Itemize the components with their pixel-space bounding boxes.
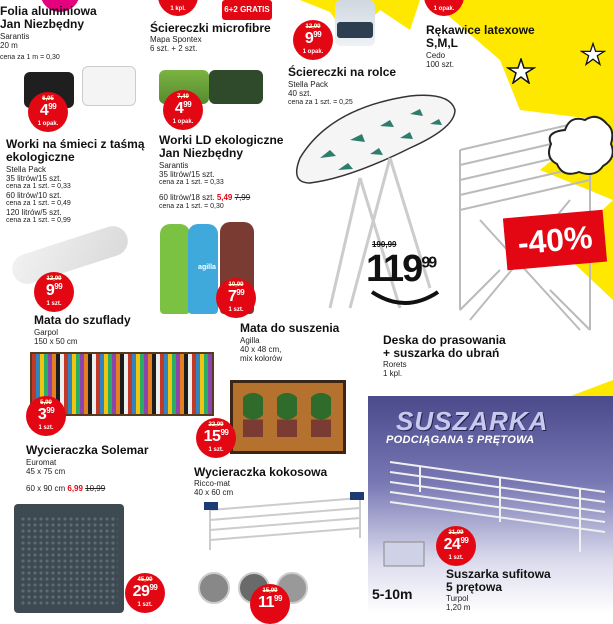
product-brand: Sarantis: [0, 32, 30, 41]
price-unit: 1 opak.: [433, 6, 455, 12]
product-image-white-bag: [82, 66, 136, 106]
old-price: 15,99: [262, 588, 278, 594]
star-icon: [580, 42, 606, 66]
product-image-laundry-basket: [14, 504, 124, 613]
product-qty: 40 szt.: [288, 89, 312, 98]
product-worki-ld: [155, 64, 285, 214]
variant: 35 litrów/15 szt.: [6, 174, 62, 183]
product-brand: Ricco-mat: [194, 479, 231, 488]
product-brand: Sarantis: [159, 161, 189, 170]
product-image-ceiling-rack: [380, 452, 613, 572]
product-title: Folia aluminiowa: [0, 4, 97, 18]
old-price: 12,99: [46, 276, 62, 282]
product-brand: Mapa Spontex: [150, 35, 202, 44]
old-price: 190,99: [372, 240, 397, 249]
product-qty: 1 kpl.: [383, 369, 403, 378]
unit-price: cena za 1 szt. = 0,99: [6, 217, 71, 224]
price-unit: 1 kpl.: [170, 6, 186, 12]
price-unit: 1 szt.: [38, 425, 54, 431]
old-price: 45,99: [137, 577, 153, 583]
product-title: Ściereczki microfibre: [150, 21, 271, 35]
promo-text: 6+2 GRATIS: [224, 5, 270, 14]
product-brand: Agilla: [240, 336, 260, 345]
price-badge: [436, 526, 476, 566]
product-size: 40 x 60 cm: [194, 488, 234, 497]
price-badge: [293, 20, 333, 60]
product-qty: 6 szt. + 2 szt.: [150, 44, 198, 53]
price-badge: [424, 0, 464, 16]
product-worki-smieci: [0, 64, 160, 234]
price-unit: 1 szt.: [46, 301, 62, 307]
product-suszarka-sufit: [446, 568, 566, 612]
variant: 35 litrów/15 szt.: [159, 170, 215, 179]
product-title: + suszarka do ubrań: [383, 346, 500, 360]
product-brand: Stella Pack: [288, 80, 329, 89]
price-unit: 1 szt.: [208, 447, 224, 453]
product-qty: 100 szt.: [426, 60, 455, 69]
product-deska: [383, 334, 533, 378]
price-unit: 1 szt.: [228, 307, 244, 313]
discount-badge: [503, 210, 607, 271]
product-image-radiator-rack: [200, 490, 365, 560]
banner-subtitle: PODCIĄGANA 5 PRĘTOWA: [386, 434, 535, 446]
old-price: 12,99: [305, 24, 321, 30]
price-badge: [34, 272, 74, 312]
pack-label: agilla: [198, 264, 216, 271]
old-price: 7,49: [177, 94, 189, 100]
product-title: 5 prętowa: [446, 580, 503, 594]
new-price: $4^{99}$: [174, 100, 192, 117]
banner-title: SUSZARKA: [396, 406, 549, 436]
price-unit: 1 szt.: [137, 602, 153, 608]
product-wycieraczka-solemar: [0, 372, 160, 502]
new-price: $11^{99}$: [258, 594, 282, 611]
new-price: $15^{99}$: [203, 428, 229, 445]
product-title: Worki na śmieci z taśmą: [6, 137, 145, 151]
new-price: $29^{99}$: [132, 583, 158, 600]
old-price: 31,99: [448, 530, 464, 536]
unit-price: cena za 1 szt. = 0,25: [288, 99, 353, 106]
variant: 60 x 90 cm 6,99 10,99: [26, 484, 106, 493]
product-brand: Stella Pack: [6, 165, 47, 174]
price-badge: [196, 418, 236, 458]
product-mata-szuflady: [0, 232, 150, 352]
product-brand: Cedo: [426, 51, 446, 60]
unit-price: cena za 1 m = 0,30: [0, 54, 60, 61]
product-brand: Euromat: [26, 458, 57, 467]
variant-old-price: 7,99: [234, 193, 251, 202]
product-colors: mix kolorów: [240, 354, 283, 363]
price-unit: 1 opak.: [172, 119, 194, 125]
new-price: $7^{99}$: [227, 288, 245, 305]
variant: 60 litrów/18 szt. 5,49 7,99: [159, 193, 251, 202]
product-title: Jan Niezbędny: [159, 146, 244, 160]
product-size: 45 x 75 cm: [26, 467, 66, 476]
old-price: 22,99: [208, 422, 224, 428]
unit-price: cena za 1 szt. = 0,33: [159, 179, 224, 186]
variant-new-price: 5,49: [216, 193, 233, 202]
unit-price: cena za 1 szt. = 0,49: [6, 200, 71, 207]
product-image-dark-bag: [209, 70, 263, 104]
product-title: Deska do prasowania: [383, 333, 506, 347]
old-price: 10,99: [228, 282, 244, 288]
product-size: 40 x 48 cm,: [240, 345, 282, 354]
unit-price: cena za 1 szt. = 0,30: [159, 203, 224, 210]
new-price: $3^{99}$: [37, 406, 55, 423]
product-title: Worki LD ekologiczne: [159, 133, 284, 147]
range-label: 5-10m: [372, 586, 413, 602]
new-price: $4^{99}$: [39, 102, 57, 119]
price-deska: [360, 240, 470, 320]
product-mata-suszenia: [158, 222, 340, 367]
product-title: Mata do suszenia: [240, 321, 340, 335]
price-badge: [163, 90, 203, 130]
old-price: 5,99: [40, 400, 52, 406]
discount-text: -40%: [516, 218, 594, 262]
product-qty: 1,20 m: [446, 603, 471, 612]
unit-price: cena za 1 szt. = 0,33: [6, 183, 71, 190]
price-unit: 1 opak.: [302, 49, 324, 55]
variant-new-price: 6,99: [67, 484, 83, 493]
promo-badge: [222, 0, 272, 20]
product-brand: Rorets: [383, 360, 407, 369]
product-title: Rękawice latexowe: [426, 23, 535, 37]
star-icon: [506, 58, 536, 84]
old-price: 6,95: [42, 96, 54, 102]
price-unit: 1 szt.: [448, 555, 464, 561]
cloud-icon: [545, 110, 613, 180]
variant: 60 litrów/10 szt.: [6, 191, 62, 200]
product-sizes: S,M,L: [426, 36, 458, 50]
product-title: Mata do szuflady: [34, 313, 131, 327]
new-price: $9^{99}$: [45, 282, 63, 299]
product-title: ekologiczne: [6, 150, 75, 164]
product-brand: Garpol: [34, 328, 59, 337]
price-badge: [250, 584, 290, 624]
product-brand: Turpol: [446, 594, 469, 603]
product-title: Wycieraczka kokosowa: [194, 465, 328, 479]
product-title: Wycieraczka Solemar: [26, 443, 149, 457]
product-image-roll-dark: [337, 22, 373, 38]
price-badge: [158, 0, 198, 16]
product-size: 150 x 50 cm: [34, 337, 78, 346]
variant: 120 litrów/5 szt.: [6, 208, 62, 217]
new-price: $24^{99}$: [443, 536, 469, 553]
new-price: $119^{99}$: [366, 248, 436, 290]
product-thumb: [198, 572, 230, 604]
price-unit: 1 opak.: [37, 121, 59, 127]
product-title: Jan Niezbędny: [0, 17, 85, 31]
new-price: $9^{99}$: [304, 30, 322, 47]
product-title: Suszarka sufitowa: [446, 567, 551, 581]
product-sciereczki-mf: [150, 0, 280, 60]
price-badge: [216, 278, 256, 318]
price-badge: [26, 396, 66, 436]
product-title: Ściereczki na rolce: [288, 65, 397, 79]
product-size: 20 m: [0, 41, 18, 50]
price-badge: [125, 573, 165, 613]
smile-icon: [370, 290, 440, 308]
price-badge: [28, 92, 68, 132]
variant-old-price: 10,99: [85, 484, 106, 493]
